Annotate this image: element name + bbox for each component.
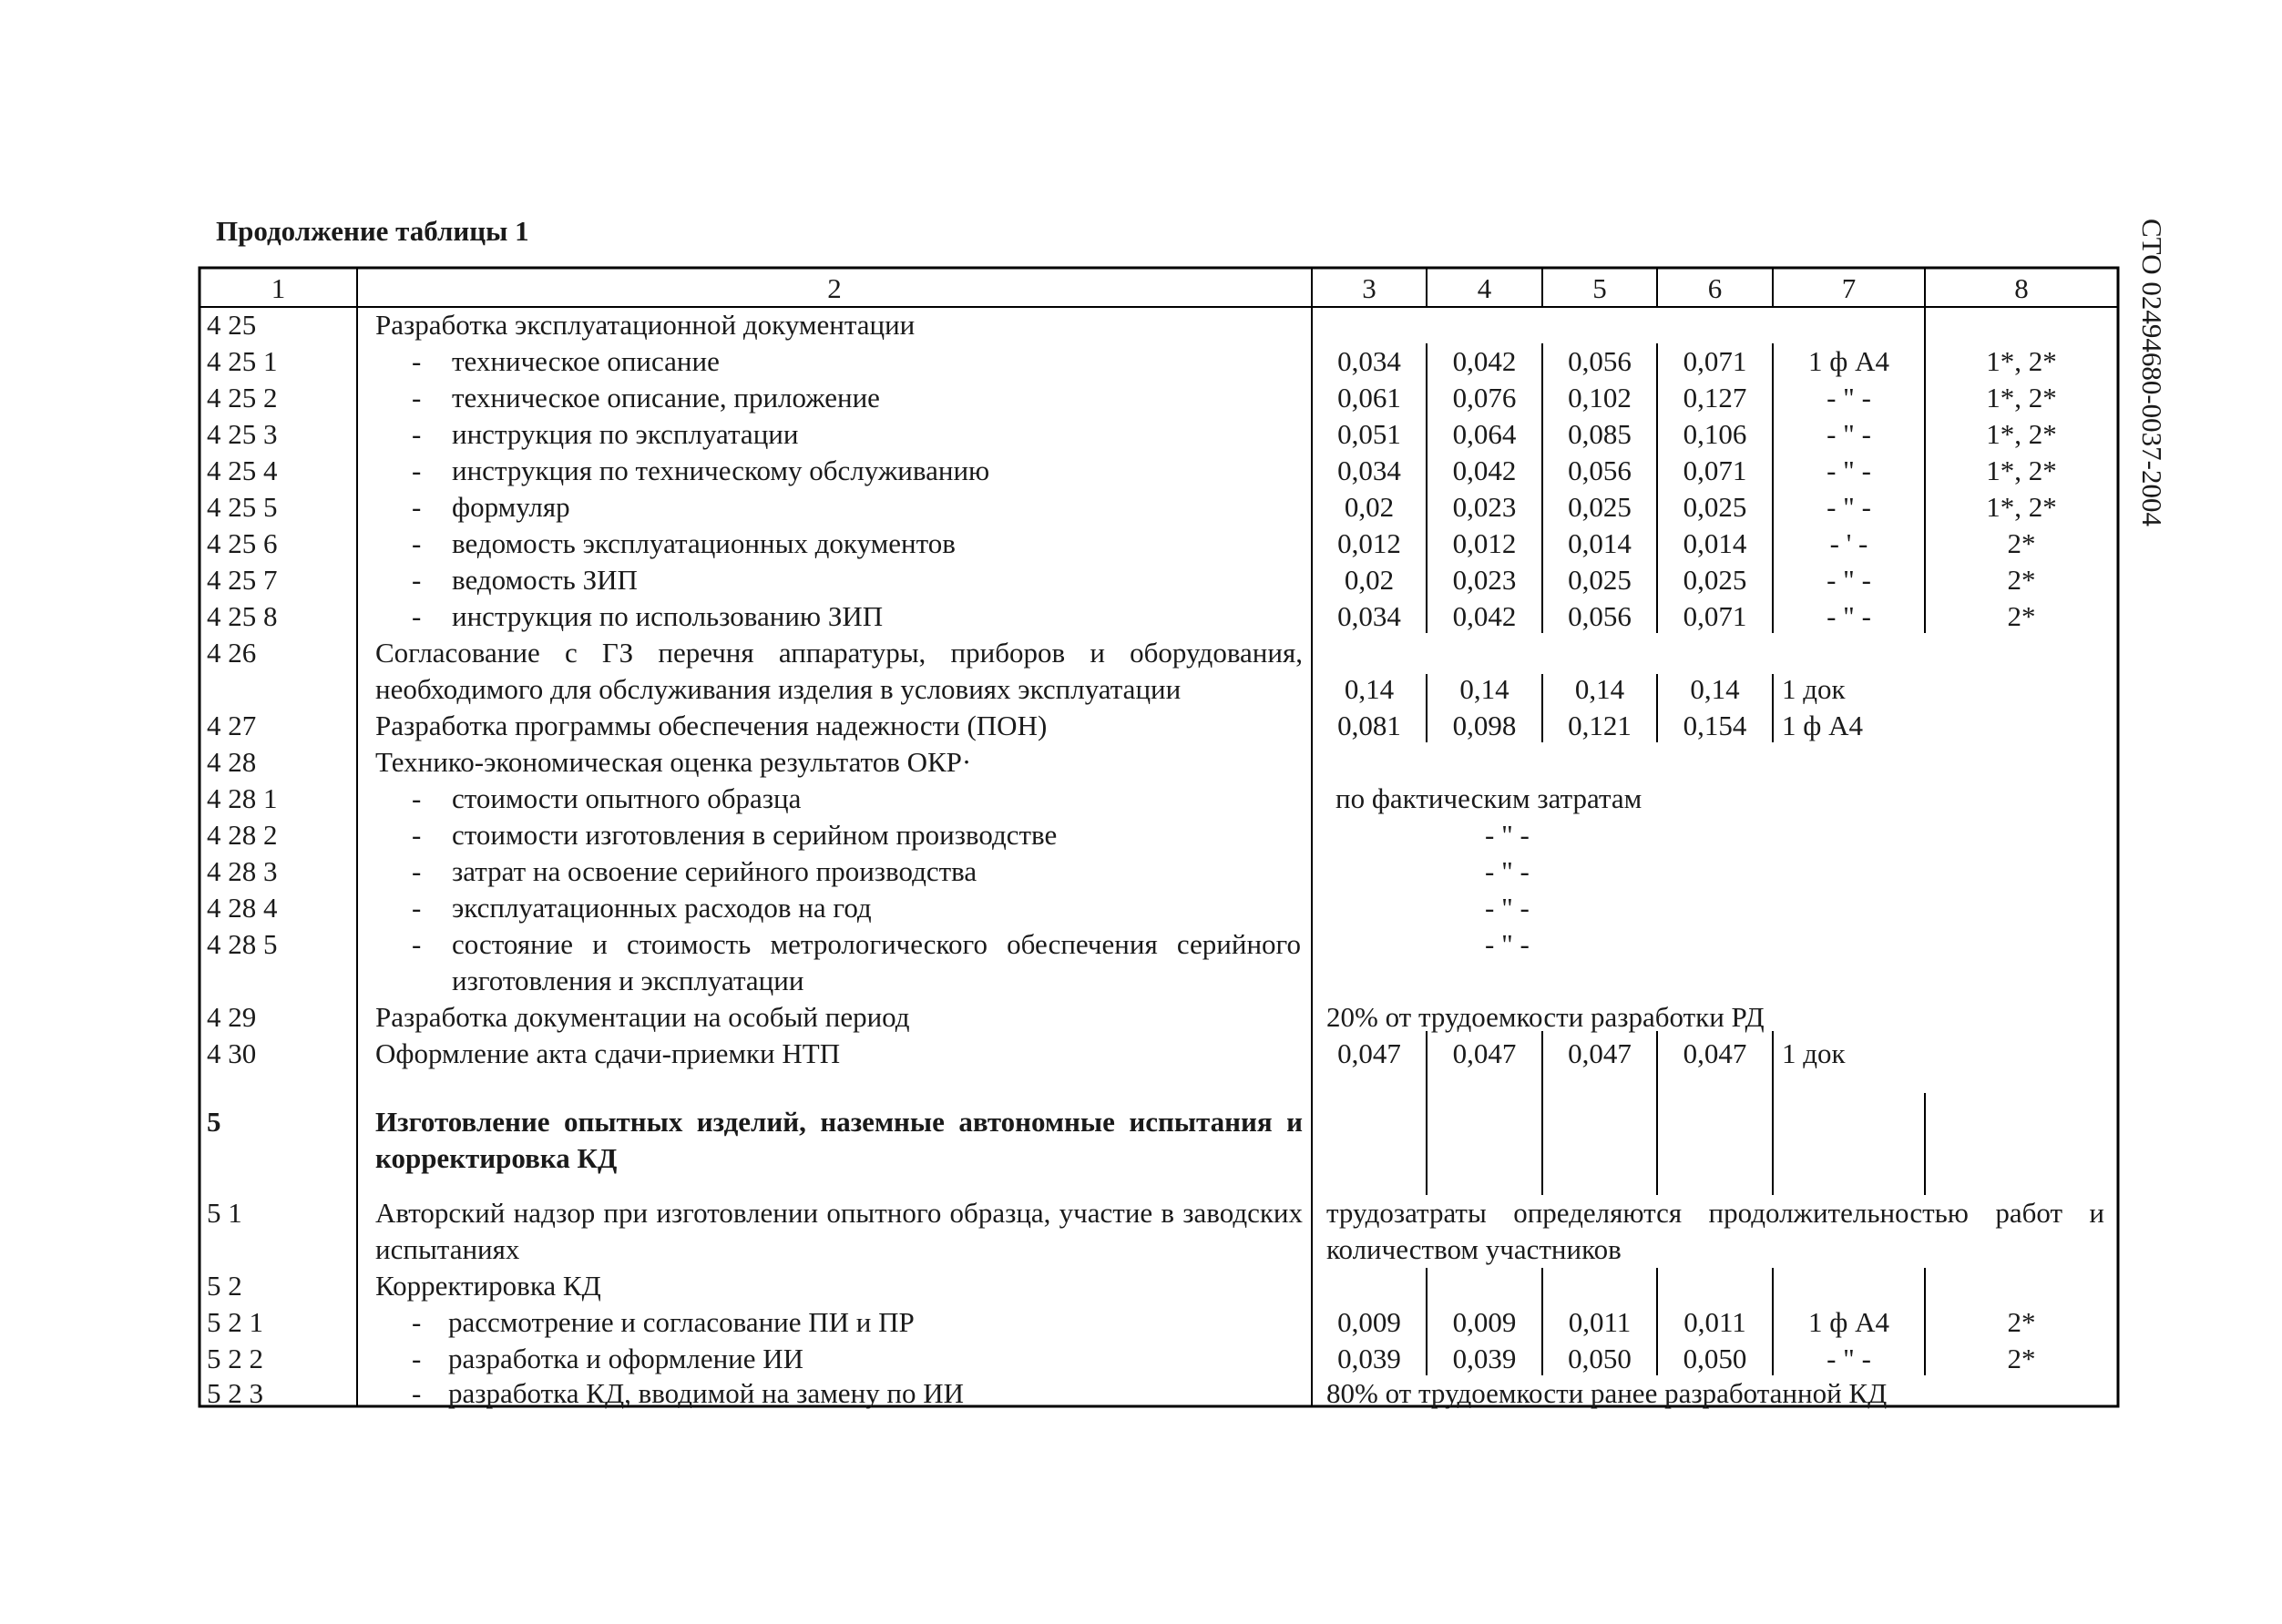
format-col7: 1 ф А4 bbox=[1782, 710, 1863, 741]
value-col5: 0,14 bbox=[1574, 673, 1625, 705]
row-text: формуляр bbox=[452, 491, 570, 523]
row-text: ведомость эксплуатационных документов bbox=[452, 527, 956, 559]
col-header-6: 6 bbox=[1707, 272, 1723, 304]
row-dash: - bbox=[412, 819, 422, 851]
row-dash: - bbox=[412, 491, 422, 523]
value-col6: 0,011 bbox=[1683, 1306, 1746, 1338]
value-col4: 0,042 bbox=[1452, 345, 1517, 377]
value-col3: 0,02 bbox=[1344, 564, 1395, 596]
value-col4: 0,023 bbox=[1452, 564, 1517, 596]
value-col4: 0,042 bbox=[1452, 455, 1517, 486]
row-text: разработка КД, вводимой на замену по ИИ bbox=[448, 1377, 965, 1409]
value-col6: 0,071 bbox=[1683, 455, 1747, 486]
row-code: 4 28 bbox=[207, 746, 257, 778]
note-col8: 2* bbox=[2007, 564, 2036, 596]
value-col5: 0,102 bbox=[1568, 382, 1632, 414]
col-header-1: 1 bbox=[271, 272, 286, 304]
value-col3: 0,081 bbox=[1337, 710, 1401, 741]
value-col3: 0,034 bbox=[1337, 600, 1401, 632]
row-dash: - bbox=[412, 928, 422, 960]
format-col7: - " - bbox=[1827, 491, 1871, 523]
row-text: Разработка программы обеспечения надежности (ПОН) bbox=[375, 710, 1048, 741]
row-text: Разработка документации на особый период bbox=[375, 1001, 910, 1033]
row-text: Оформление акта сдачи-приемки НТП bbox=[375, 1037, 841, 1069]
row-text: Технико-экономическая оценка результатов ОКР· bbox=[375, 746, 972, 778]
value-col6: 0,050 bbox=[1683, 1343, 1747, 1374]
value-col5: 0,056 bbox=[1568, 600, 1632, 632]
row-code: 5 2 3 bbox=[207, 1377, 263, 1409]
row-dash: - bbox=[412, 1343, 422, 1374]
document-code: СТО 02494680-0037-2004 bbox=[2136, 219, 2168, 526]
value-col4: 0,023 bbox=[1452, 491, 1517, 523]
value-col3: 0,02 bbox=[1344, 491, 1395, 523]
row-dash: - bbox=[412, 1306, 422, 1338]
value-col3: 0,051 bbox=[1337, 418, 1401, 450]
row-text: стоимости опытного образца bbox=[452, 782, 802, 814]
col-header-3: 3 bbox=[1362, 272, 1376, 304]
value-col3: 0,14 bbox=[1344, 673, 1395, 705]
row-text: стоимости изготовления в серийном производстве bbox=[452, 819, 1058, 851]
row-dash: - bbox=[412, 600, 422, 632]
row-dash: - bbox=[412, 418, 422, 450]
note-col8: 2* bbox=[2007, 1306, 2036, 1338]
value-col4: 0,098 bbox=[1452, 710, 1517, 741]
row-text: Авторский надзор при изготовлении опытного образца, участие в заводских испытаниях bbox=[375, 1197, 1303, 1265]
value-col3: 0,061 bbox=[1337, 382, 1401, 414]
span-note: 20% от трудоемкости разработки РД bbox=[1326, 1001, 1765, 1033]
note-col8: 1*, 2* bbox=[1986, 491, 2057, 523]
row-code: 4 25 6 bbox=[207, 527, 278, 559]
value-col6: 0,047 bbox=[1683, 1037, 1747, 1069]
row-dash: - bbox=[412, 892, 422, 924]
span-note: по фактическим затратам bbox=[1335, 782, 1642, 814]
value-col3: 0,034 bbox=[1337, 455, 1401, 486]
row-text: Согласование с ГЗ перечня аппаратуры, приборов и оборудования, необходимого для обслуживания изделия в условиях эксплуатации bbox=[375, 637, 1303, 705]
value-col4: 0,012 bbox=[1452, 527, 1517, 559]
value-col5: 0,014 bbox=[1568, 527, 1632, 559]
value-col5: 0,025 bbox=[1568, 564, 1632, 596]
span-note: трудозатраты определяются продолжительностью работ и количеством участников bbox=[1326, 1197, 2104, 1265]
value-col6: 0,071 bbox=[1683, 600, 1747, 632]
value-col3: 0,047 bbox=[1337, 1037, 1401, 1069]
row-dash: - bbox=[412, 382, 422, 414]
value-col6: 0,014 bbox=[1683, 527, 1747, 559]
row-code: 4 25 7 bbox=[207, 564, 278, 596]
value-col4: 0,039 bbox=[1452, 1343, 1517, 1374]
value-col5: 0,011 bbox=[1568, 1306, 1632, 1338]
value-col6: 0,127 bbox=[1683, 382, 1747, 414]
value-col3: 0,009 bbox=[1337, 1306, 1401, 1338]
span-note: - " - bbox=[1485, 928, 1530, 960]
format-col7: - " - bbox=[1827, 455, 1871, 486]
value-col5: 0,050 bbox=[1568, 1343, 1632, 1374]
format-col7: - " - bbox=[1827, 564, 1871, 596]
row-dash: - bbox=[412, 855, 422, 887]
row-text: Разработка эксплуатационной документации bbox=[375, 309, 916, 341]
value-col4: 0,064 bbox=[1452, 418, 1517, 450]
col-header-7: 7 bbox=[1841, 272, 1857, 304]
row-code: 5 1 bbox=[207, 1197, 242, 1229]
span-note: - " - bbox=[1485, 892, 1530, 924]
row-code: 4 25 5 bbox=[207, 491, 278, 523]
value-col6: 0,14 bbox=[1690, 673, 1740, 705]
row-code: 4 28 4 bbox=[207, 892, 278, 924]
row-dash: - bbox=[412, 1377, 422, 1409]
row-text: техническое описание bbox=[452, 345, 720, 377]
row-code: 4 28 2 bbox=[207, 819, 278, 851]
row-code: 4 27 bbox=[207, 710, 257, 741]
row-code: 4 25 2 bbox=[207, 382, 278, 414]
value-col5: 0,047 bbox=[1568, 1037, 1632, 1069]
value-col5: 0,056 bbox=[1568, 455, 1632, 486]
span-note: - " - bbox=[1485, 819, 1530, 851]
row-text: Корректировка КД bbox=[375, 1270, 601, 1302]
note-col8: 1*, 2* bbox=[1986, 382, 2057, 414]
row-text: инструкция по техническому обслуживанию bbox=[452, 455, 990, 486]
row-code: 4 25 4 bbox=[207, 455, 278, 486]
col-header-5: 5 bbox=[1592, 272, 1607, 304]
row-code: 4 29 bbox=[207, 1001, 257, 1033]
value-col3: 0,039 bbox=[1337, 1343, 1401, 1374]
row-code: 4 28 3 bbox=[207, 855, 278, 887]
value-col4: 0,047 bbox=[1452, 1037, 1517, 1069]
value-col3: 0,012 bbox=[1337, 527, 1401, 559]
row-text: затрат на освоение серийного производства bbox=[452, 855, 977, 887]
note-col8: 1*, 2* bbox=[1986, 418, 2057, 450]
row-text: техническое описание, приложение bbox=[452, 382, 880, 414]
section-code: 5 bbox=[207, 1106, 221, 1138]
col-header-8: 8 bbox=[2014, 272, 2029, 304]
row-text: состояние и стоимость метрологического обеспечения серийного изготовления и эксплуатации bbox=[452, 928, 1301, 996]
value-col4: 0,042 bbox=[1452, 600, 1517, 632]
format-col7: - " - bbox=[1827, 418, 1871, 450]
row-text: разработка и оформление ИИ bbox=[448, 1343, 804, 1374]
format-col7: 1 док bbox=[1782, 1037, 1846, 1069]
row-text: ведомость ЗИП bbox=[452, 564, 638, 596]
note-col8: 2* bbox=[2007, 1343, 2036, 1374]
row-text: инструкция по эксплуатации bbox=[452, 418, 799, 450]
row-code: 4 28 1 bbox=[207, 782, 278, 814]
format-col7: - " - bbox=[1827, 1343, 1871, 1374]
format-col7: 1 док bbox=[1782, 673, 1846, 705]
row-code: 4 25 bbox=[207, 309, 257, 341]
col-header-4: 4 bbox=[1477, 272, 1492, 304]
table-caption: Продолжение таблицы 1 bbox=[216, 215, 529, 247]
format-col7: - " - bbox=[1827, 600, 1871, 632]
value-col6: 0,154 bbox=[1683, 710, 1747, 741]
value-col5: 0,085 bbox=[1568, 418, 1632, 450]
row-code: 4 25 8 bbox=[207, 600, 278, 632]
row-text: эксплуатационных расходов на год bbox=[452, 892, 872, 924]
format-col7: 1 ф А4 bbox=[1808, 1306, 1889, 1338]
col-header-2: 2 bbox=[827, 272, 842, 304]
format-col7: 1 ф А4 bbox=[1808, 345, 1889, 377]
value-col6: 0,106 bbox=[1683, 418, 1747, 450]
value-col6: 0,025 bbox=[1683, 491, 1747, 523]
row-dash: - bbox=[412, 345, 422, 377]
row-code: 4 26 bbox=[207, 637, 257, 669]
row-code: 4 28 5 bbox=[207, 928, 278, 960]
value-col4: 0,009 bbox=[1452, 1306, 1517, 1338]
value-col5: 0,025 bbox=[1568, 491, 1632, 523]
value-col6: 0,071 bbox=[1683, 345, 1747, 377]
format-col7: - ' - bbox=[1829, 527, 1868, 559]
note-col8: 1*, 2* bbox=[1986, 455, 2057, 486]
row-text: инструкция по использованию ЗИП bbox=[452, 600, 884, 632]
span-note: - " - bbox=[1485, 855, 1530, 887]
value-col4: 0,14 bbox=[1459, 673, 1509, 705]
value-col6: 0,025 bbox=[1683, 564, 1747, 596]
note-col8: 2* bbox=[2007, 527, 2036, 559]
value-col5: 0,121 bbox=[1568, 710, 1632, 741]
row-dash: - bbox=[412, 455, 422, 486]
row-code: 4 25 1 bbox=[207, 345, 278, 377]
note-col8: 2* bbox=[2007, 600, 2036, 632]
row-dash: - bbox=[412, 564, 422, 596]
row-code: 4 30 bbox=[207, 1037, 257, 1069]
section-title: Изготовление опытных изделий, наземные автономные испытания и корректировка КД bbox=[375, 1106, 1303, 1174]
value-col4: 0,076 bbox=[1452, 382, 1517, 414]
row-code: 5 2 bbox=[207, 1270, 242, 1302]
row-code: 5 2 2 bbox=[207, 1343, 263, 1374]
row-dash: - bbox=[412, 782, 422, 814]
row-dash: - bbox=[412, 527, 422, 559]
row-text: рассмотрение и согласование ПИ и ПР bbox=[448, 1306, 915, 1338]
row-code: 4 25 3 bbox=[207, 418, 278, 450]
value-col3: 0,034 bbox=[1337, 345, 1401, 377]
format-col7: - " - bbox=[1827, 382, 1871, 414]
note-col8: 1*, 2* bbox=[1986, 345, 2057, 377]
span-note: 80% от трудоемкости ранее разработанной КД bbox=[1326, 1377, 1888, 1409]
value-col5: 0,056 bbox=[1568, 345, 1632, 377]
row-code: 5 2 1 bbox=[207, 1306, 263, 1338]
